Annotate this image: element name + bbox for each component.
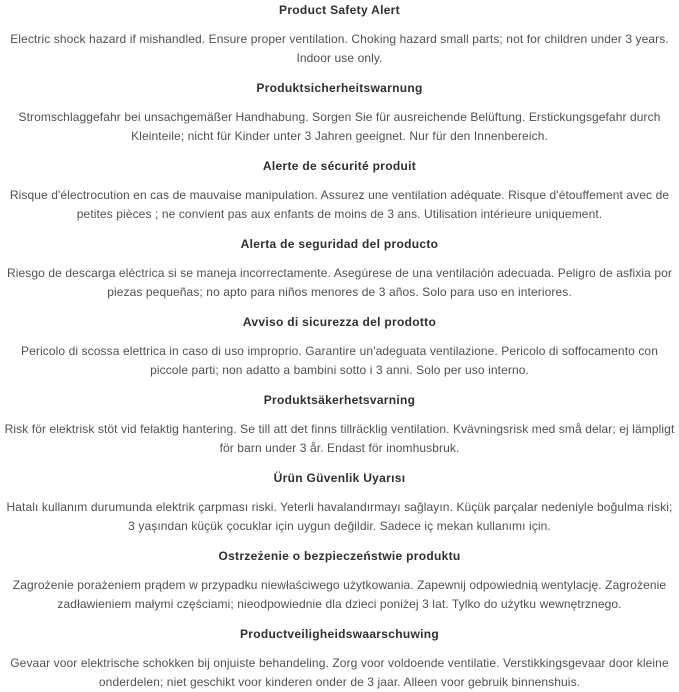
safety-section (4, 80, 675, 146)
safety-section (4, 314, 675, 380)
section-title: Ostrzeżenie o bezpieczeństwie produktu (218, 549, 461, 563)
safety-section (4, 392, 675, 458)
safety-section (4, 548, 675, 614)
section-body: Risque d'électrocution en cas de mauvaise manipulation. Assurez une ventilation adéquate. Risque d'étouffement avec de petites pièces ; ne convient pas aux enfants de moins de 3 ans. Utilisation intérieure uniquement. (9, 188, 670, 221)
section-body: Zagrożenie porażeniem prądem w przypadku niewłaściwego użytkowania. Zapewnij odpowiednią wentylację. Zagrożenie zadławieniem małymi częściami; nieodpowiednie dla dzieci poniżej 3 lat. Tylko do użytku wewnętrznego. (12, 578, 667, 611)
section-title: Produktsäkerhetsvarning (263, 393, 416, 407)
section-title: Avviso di sicurezza del prodotto (242, 315, 437, 329)
section-title: Alerte de sécurité produit (262, 159, 417, 173)
section-title: Alerta de seguridad del producto (240, 237, 439, 251)
section-title: Ürün Güvenlik Uyarısı (273, 471, 406, 485)
safety-section (4, 626, 675, 692)
section-title: Produktsicherheitswarnung (256, 81, 423, 95)
section-body: Risk för elektrisk stöt vid felaktig hantering. Se till att det finns tillräcklig ventilation. Kvävningsrisk med små delar; ej lämpligt för barn under 3 år. Endast för inomhusbruk. (4, 422, 675, 455)
section-title: Productveiligheidswaarschuwing (239, 627, 440, 641)
safety-section (4, 2, 675, 68)
section-title: Product Safety Alert (279, 3, 400, 17)
section-body: Electric shock hazard if mishandled. Ensure proper ventilation. Choking hazard small parts; not for children under 3 years. Indoor use only. (10, 32, 669, 65)
safety-section (4, 236, 675, 302)
safety-section (4, 470, 675, 536)
safety-section (4, 158, 675, 224)
section-body: Hatalı kullanım durumunda elektrik çarpması riski. Yeterli havalandırmayı sağlayın. Küçük parçalar nedeniyle boğulma riski; 3 yaşından küçük çocuklar için uygun değildir. Sadece iç mekan kullanımı için. (6, 500, 673, 533)
section-body: Pericolo di scossa elettrica in caso di uso improprio. Garantire un'adeguata ventilazione. Pericolo di soffocamento con piccole parti; non adatto a bambini sotto i 3 anni. Solo per uso interno. (21, 344, 658, 377)
section-body: Riesgo de descarga eléctrica si se maneja incorrectamente. Asegúrese de una ventilación adecuada. Peligro de asfixia por piezas pequeñas; no apto para niños menores de 3 años. Solo para uso en interiores. (6, 266, 673, 299)
section-body: Stromschlaggefahr bei unsachgemäßer Handhabung. Sorgen Sie für ausreichende Belüftung. Erstickungsgefahr durch Kleinteile; nicht für Kinder unter 3 Jahren geeignet. Nur für den Innenbereich. (18, 110, 661, 143)
section-body: Gevaar voor elektrische schokken bij onjuiste behandeling. Zorg voor voldoende ventilatie. Verstikkingsgevaar door kleine onderdelen; niet geschikt voor kinderen onder de 3 jaar. Alleen voor gebruik binnenshuis. (10, 656, 669, 689)
